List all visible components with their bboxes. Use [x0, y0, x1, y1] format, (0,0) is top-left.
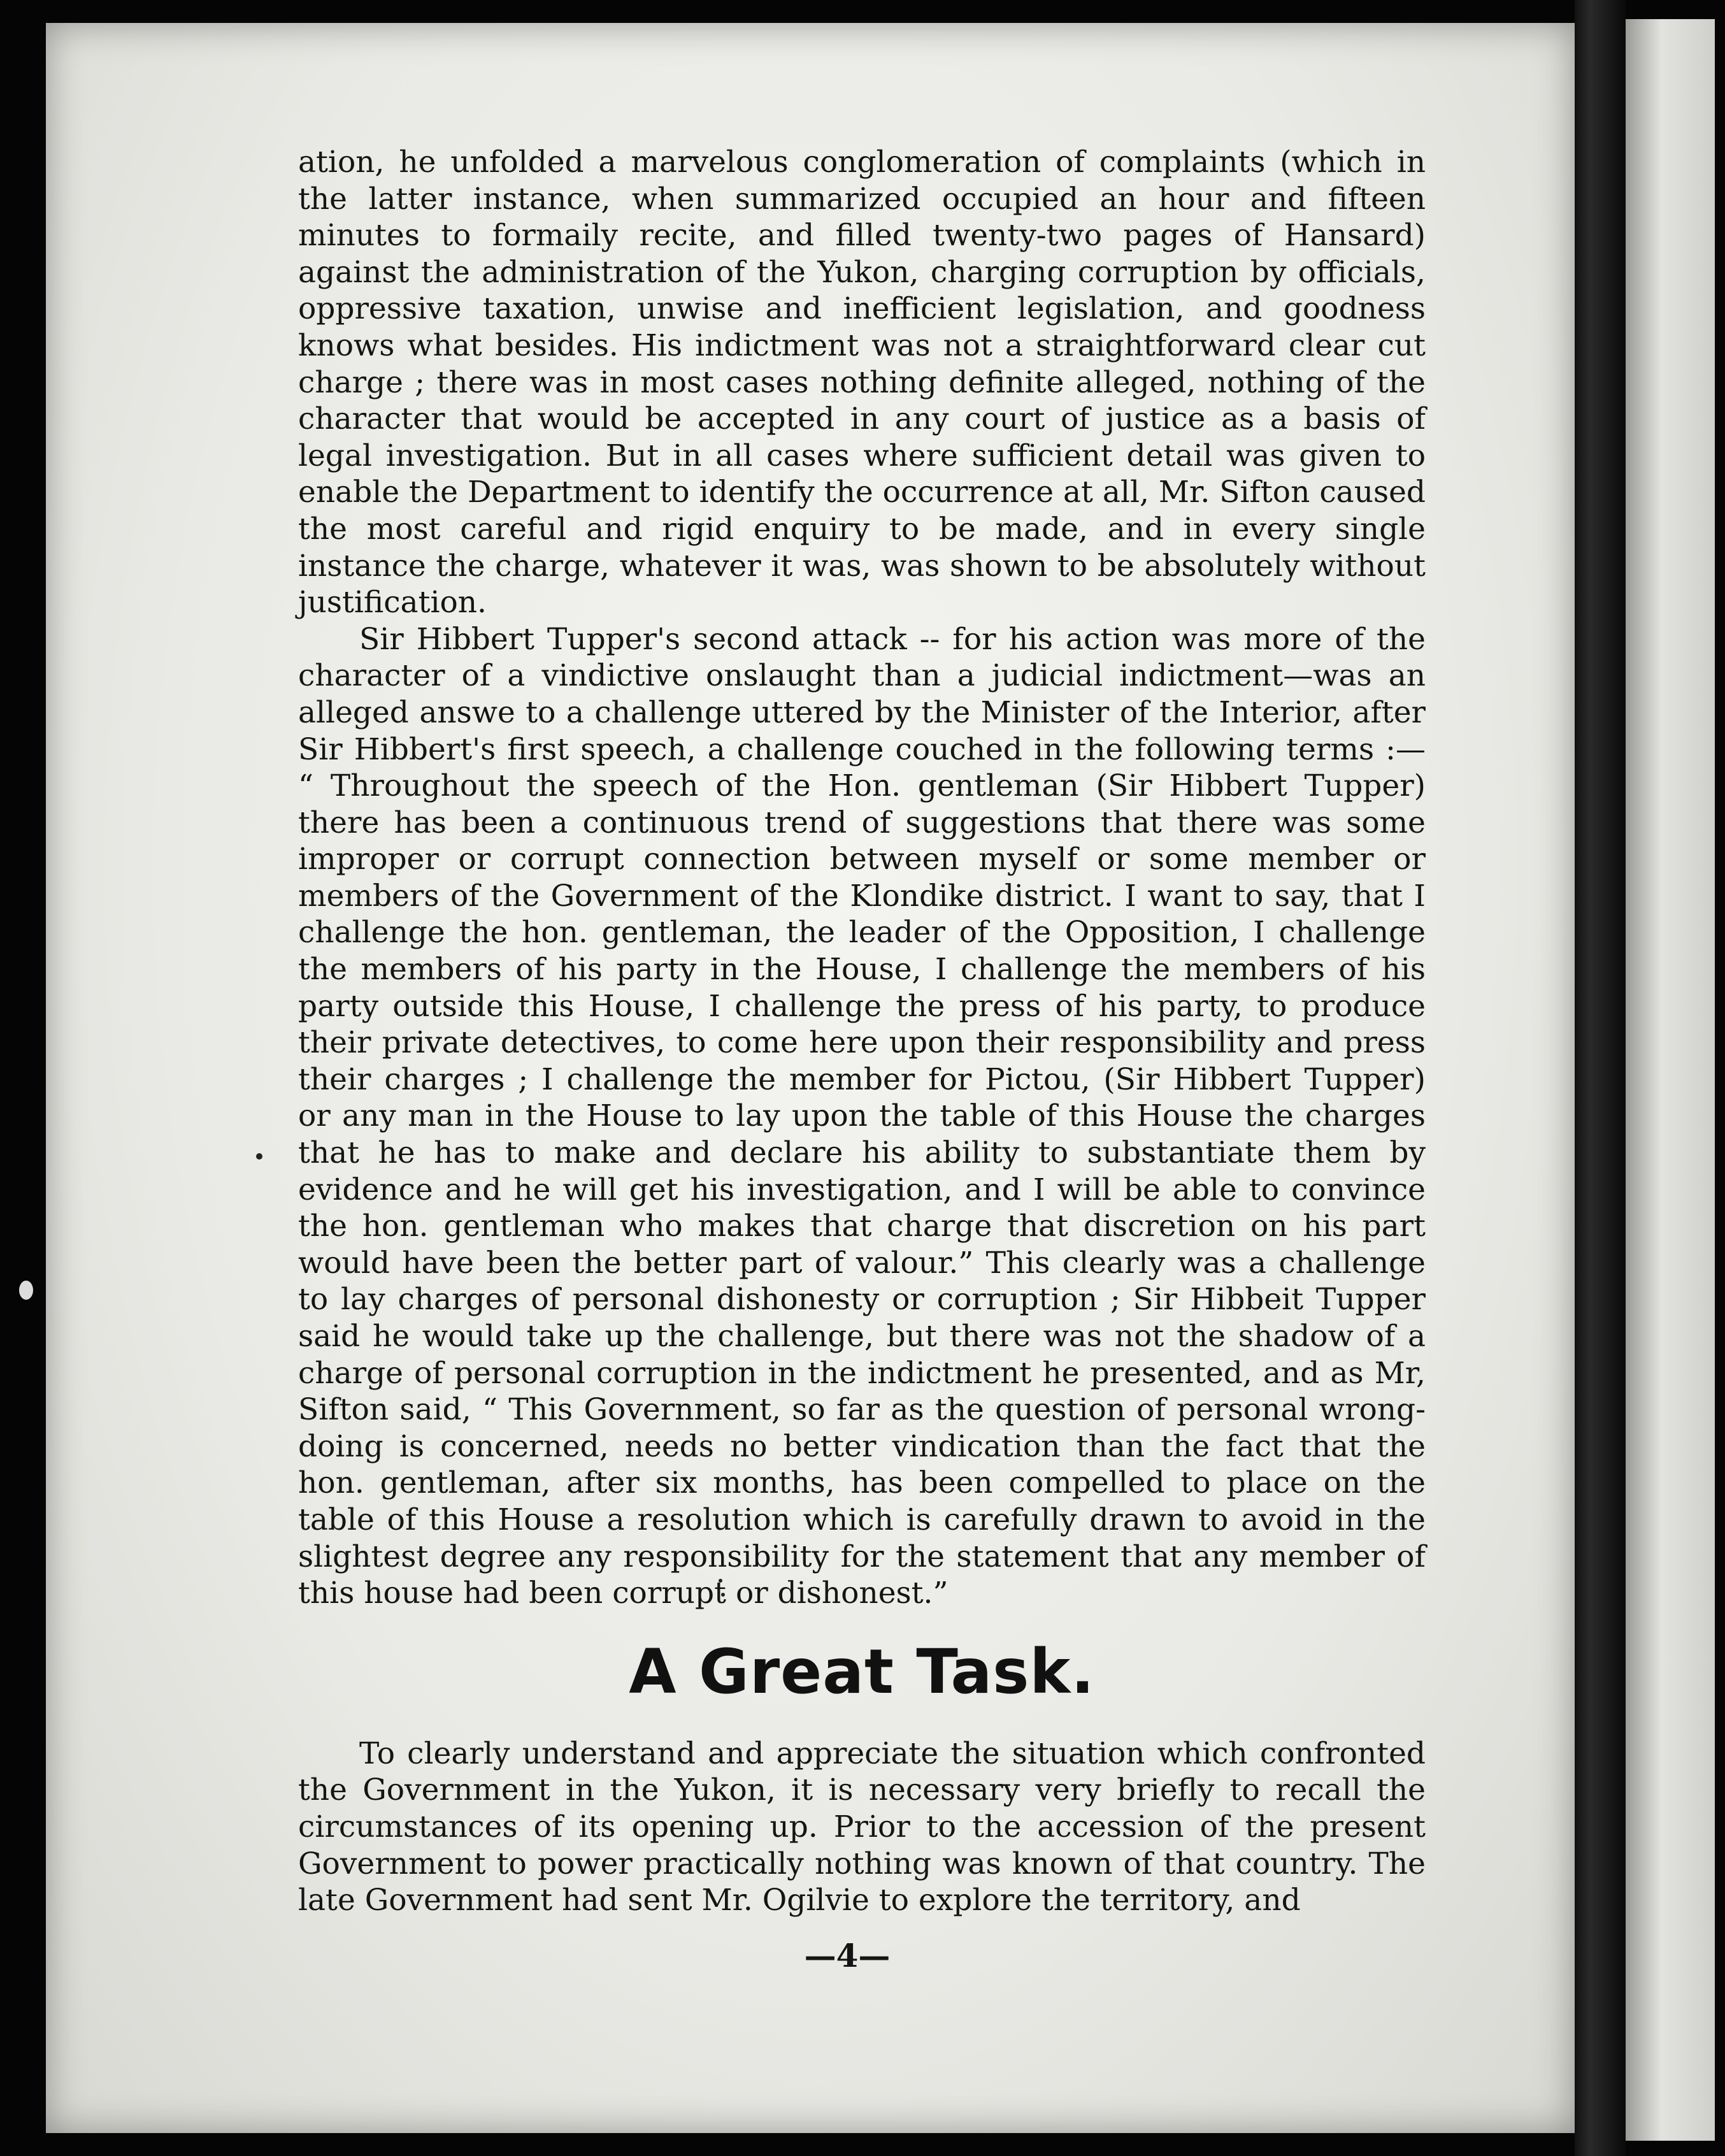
- ink-speck: [256, 1153, 262, 1160]
- next-page-edge: [1626, 19, 1715, 2141]
- paragraph-challenge: Sir Hibbert Tupper's second attack -- for his action was more of the character of a vindictive onslaught than a judicial indictment—was an alleged answe to a challenge uttered by the Minister of the Interior, after Sir Hibbert's first speech, a challenge couched in the following terms :— “ Throughout the speech of the Hon. gentleman (Sir Hibbert Tupper) there has been a continuous trend of suggestions that there was some improper or corrupt connection between myself or some member or members of the Government of the Klondike district. I want to say, that I challenge the hon. gentleman, the leader of the Opposition, I challenge the members of his party in the House, I challenge the members of his party outside this House, I challenge the press of his party, to produce their private detectives, to come here upon their responsibility and press their charges ; I challenge the member for Pictou, (Sir Hibbert Tupper) or any man in the House to lay upon the table of this House the charges that he has to make and declare his ability to substantiate them by evidence and he will get his investigation, and I will be able to convince the hon. gentleman who makes that charge that discretion on his part would have been the better part of valour.” This clearly was a challenge to lay charges of personal dishonesty or corruption ; Sir Hibbeit Tupper said he would take up the challenge, but there was not the shadow of a charge of personal corruption in the indictment he presented, and as Mr, Sifton said, “ This Government, so far as the question of personal wrong-doing is concerned, needs no better vindication than the fact that the hon. gentleman, after six months, has been compelled to place on the table of this House a resolution which is carefully drawn to avoid in the slightest degree any responsibility for the statement that any member of this house had been corrupt or dishonest.”: [298, 621, 1426, 1611]
- section-heading: A Great Task.: [629, 1635, 1095, 1707]
- paragraph-great-task: To clearly understand and appreciate the situation which confronted the Government in the Yukon, it is necessary very briefly to recall the circumstances of its opening up. Prior to the accession of the present Government to power practically nothing was known of that country. The late Government had sent Mr. Ogilvie to explore the territory, and: [298, 1736, 1426, 1918]
- ink-speck: [19, 1281, 33, 1300]
- body-text: [298, 144, 1426, 1919]
- page-number: —4—: [804, 1937, 891, 1974]
- book-spine: [1575, 0, 1626, 2156]
- paragraph-continued: ation, he unfolded a marvelous conglomeration of complaints (which in the latter instance, when summarized occupied an hour and fifteen minutes to formaily recite, and filled twenty-two pages of Hansard) against the administration of the Yukon, charging corruption by officials, oppressive taxation, unwise and inefficient legislation, and goodness knows what besides. His indictment was not a straightforward clear cut charge ; there was in most cases nothing definite alleged, nothing of the character that would be accepted in any court of justice as a basis of legal investigation. But in all cases where sufficient detail was given to enable the Department to identify the occurrence at all, Mr. Sifton caused the most careful and rigid enquiry to be made, and in every single instance the charge, whatever it was, was shown to be absolutely without justification.: [298, 145, 1426, 621]
